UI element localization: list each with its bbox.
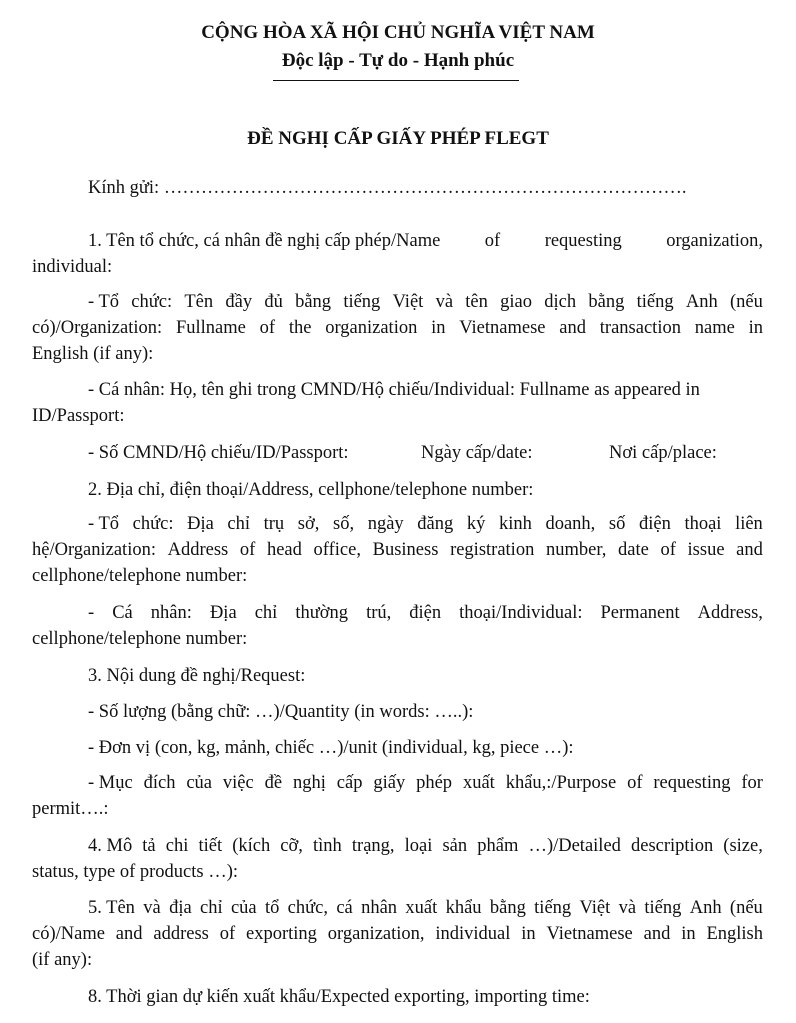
- word: registration: [450, 540, 535, 560]
- word: liên: [735, 514, 763, 534]
- word: Permanent: [600, 603, 680, 623]
- word: of: [239, 540, 256, 560]
- s1-org-line2: [32, 318, 763, 339]
- word: đích: [143, 773, 176, 793]
- word: đủ: [264, 292, 283, 312]
- word: trạng,: [351, 836, 395, 856]
- word: số: [608, 514, 626, 534]
- s3-purpose-line2: permit….:: [32, 799, 109, 819]
- s2-org-line1: [88, 514, 763, 535]
- word: Vietnamese: [546, 924, 633, 944]
- word: loại: [404, 836, 433, 856]
- word: phép: [416, 773, 453, 793]
- word: và: [435, 292, 454, 312]
- s2-line1: 2. Địa chỉ, điện thoại/Address, cellphone/telephone number:: [88, 480, 534, 500]
- word: đề: [264, 773, 283, 793]
- word: phẩm: [477, 836, 519, 856]
- word: ký: [466, 514, 486, 534]
- word: chi: [165, 836, 189, 856]
- word: cá: [336, 898, 353, 918]
- word: Việt: [579, 898, 611, 918]
- word: Business: [372, 540, 439, 560]
- word: thoại/Individual:: [459, 603, 583, 623]
- word: tên: [465, 292, 488, 312]
- word: - Mục: [88, 773, 133, 793]
- s3-unit-line: - Đơn vị (con, kg, mảnh, chiếc …)/unit (individual, kg, piece …):: [88, 738, 574, 758]
- word: tiếng: [534, 898, 572, 918]
- word: (size,: [723, 836, 763, 856]
- word: (kích: [232, 836, 271, 856]
- word: số,: [333, 514, 355, 534]
- word: thường: [295, 603, 349, 623]
- word: organization,: [666, 231, 763, 251]
- word: in: [431, 318, 446, 338]
- word: và: [143, 898, 161, 918]
- word: ngày: [367, 514, 404, 534]
- word: có)/Name: [32, 924, 105, 944]
- s2-ind-line2: cellphone/telephone number:: [32, 629, 248, 649]
- s2-org-line3: cellphone/telephone number:: [32, 566, 248, 586]
- word: việc: [222, 773, 254, 793]
- s1-org-line1: [88, 292, 763, 313]
- addressee-field[interactable]: ………………………………………………………………………….: [163, 178, 687, 198]
- word: - Cá nhân: Họ, tên ghi trong CMND/Hộ chiếu/Individual: Fullname as appeared in: [88, 380, 700, 400]
- word: xuất: [405, 898, 438, 918]
- s2-org-line2: [32, 540, 763, 561]
- word: chức:: [131, 292, 173, 312]
- s4-line2: status, type of products …):: [32, 862, 239, 882]
- word: bằng: [588, 292, 625, 312]
- word: nhân: [361, 898, 398, 918]
- word: chức:: [132, 514, 174, 534]
- word: Địa: [209, 603, 237, 623]
- word: tả: [142, 836, 156, 856]
- word: chỉ: [200, 898, 223, 918]
- word: Cá: [112, 603, 133, 623]
- word: of: [259, 318, 276, 338]
- word: trú,: [366, 603, 392, 623]
- word: organization,: [327, 924, 425, 944]
- word: địa: [169, 898, 192, 918]
- word: doanh,: [545, 514, 596, 534]
- word: and: [643, 924, 671, 944]
- word: organization: [325, 318, 418, 338]
- word: tình: [313, 836, 342, 856]
- word: Address,: [697, 603, 763, 623]
- word: thoại: [684, 514, 722, 534]
- word: chỉ: [254, 603, 278, 623]
- word: - Tổ: [88, 514, 120, 534]
- word: điện: [638, 514, 671, 534]
- word: trụ: [263, 514, 285, 534]
- word: chỉ: [227, 514, 251, 534]
- word: có)/Organization:: [32, 318, 163, 338]
- word: English: [706, 924, 763, 944]
- s3-quantity-line: - Số lượng (bằng chữ: …)/Quantity (in words: …..):: [88, 702, 474, 722]
- word: in: [681, 924, 696, 944]
- national-title: CỘNG HÒA XÃ HỘI CHỦ NGHĨA VIỆT NAM: [201, 22, 595, 43]
- word: the: [288, 318, 312, 338]
- word: in: [521, 924, 536, 944]
- national-motto: Độc lập - Tự do - Hạnh phúc: [281, 50, 515, 71]
- word: của: [186, 773, 213, 793]
- word: individual: [435, 924, 511, 944]
- word: Việt: [392, 292, 424, 312]
- s1-id-date-label: Ngày cấp/date:: [421, 443, 533, 463]
- s2-ind-line1: [88, 603, 763, 624]
- addressee-line: [88, 178, 686, 199]
- s5-line2: [32, 924, 763, 945]
- word: (nếu: [729, 898, 763, 918]
- word: Địa: [187, 514, 214, 534]
- word: requesting: [544, 231, 622, 251]
- word: nhân:: [150, 603, 192, 623]
- addressee-label: Kính gửi:: [88, 178, 160, 198]
- word: đăng: [417, 514, 454, 534]
- word: kinh: [498, 514, 532, 534]
- word: xuất: [462, 773, 495, 793]
- word: Anh: [689, 898, 722, 918]
- word: of: [219, 924, 236, 944]
- word: tổ: [264, 898, 280, 918]
- word: of: [627, 773, 643, 793]
- document-title: ĐỀ NGHỊ CẤP GIẤY PHÉP FLEGT: [247, 128, 549, 149]
- word: tiết: [198, 836, 223, 856]
- s1-ind-line1: [88, 380, 763, 401]
- word: Tên: [184, 292, 214, 312]
- word: đầy: [225, 292, 253, 312]
- word: date: [618, 540, 649, 560]
- word: Vietnamese: [459, 318, 546, 338]
- s1-line1: [88, 231, 763, 252]
- word: name: [694, 318, 735, 338]
- word: -: [88, 603, 95, 623]
- word: 5. Tên: [88, 898, 135, 918]
- word: number,: [545, 540, 607, 560]
- s3-purpose-line1: [88, 773, 763, 794]
- word: nghị: [292, 773, 326, 793]
- word: sản: [442, 836, 468, 856]
- word: cỡ,: [280, 836, 303, 856]
- word: address: [153, 924, 209, 944]
- word: dịch: [544, 292, 577, 312]
- word: description: [631, 836, 714, 856]
- s1-ind-line2: ID/Passport:: [32, 406, 125, 426]
- word: office,: [313, 540, 361, 560]
- word: for: [741, 773, 763, 793]
- word: và: [618, 898, 637, 918]
- word: 1. Tên tổ chức, cá nhân đề nghị cấp phép/Name: [88, 231, 441, 251]
- word: exporting: [246, 924, 317, 944]
- word: transaction: [599, 318, 681, 338]
- word: khẩu,:/Purpose: [505, 773, 617, 793]
- motto-underline: [273, 80, 519, 81]
- word: …)/Detailed: [528, 836, 621, 856]
- s1-org-line3: English (if any):: [32, 344, 154, 364]
- word: điện: [409, 603, 442, 623]
- word: tiếng: [343, 292, 381, 312]
- s1-line2: individual:: [32, 257, 113, 277]
- word: tiếng: [636, 292, 674, 312]
- word: of: [484, 231, 501, 251]
- word: cấp: [336, 773, 363, 793]
- word: Fullname: [175, 318, 246, 338]
- word: tiếng: [644, 898, 682, 918]
- word: requesting: [653, 773, 731, 793]
- s8-line1: 8. Thời gian dự kiến xuất khẩu/Expected exporting, importing time:: [88, 987, 590, 1007]
- s5-line3: (if any):: [32, 950, 93, 970]
- word: in: [748, 318, 763, 338]
- word: của: [230, 898, 257, 918]
- word: (nếu: [729, 292, 763, 312]
- s5-line1: [88, 898, 763, 919]
- word: Address: [167, 540, 229, 560]
- word: issue: [687, 540, 725, 560]
- word: and: [559, 318, 587, 338]
- word: Anh: [685, 292, 718, 312]
- word: chức,: [287, 898, 328, 918]
- word: and: [736, 540, 763, 560]
- word: - Tổ: [88, 292, 120, 312]
- word: giao: [500, 292, 532, 312]
- word: sở,: [297, 514, 320, 534]
- word: head: [266, 540, 302, 560]
- word: giấy: [373, 773, 406, 793]
- s1-id-place-label: Nơi cấp/place:: [609, 443, 717, 463]
- s3-line1: 3. Nội dung đề nghị/Request:: [88, 666, 306, 686]
- word: and: [115, 924, 143, 944]
- word: hệ/Organization:: [32, 540, 156, 560]
- word: bằng: [295, 292, 332, 312]
- word: bằng: [489, 898, 526, 918]
- word: of: [660, 540, 676, 560]
- s4-line1: [88, 836, 763, 857]
- s1-id-number-label: - Số CMND/Hộ chiếu/ID/Passport:: [88, 443, 349, 463]
- word: khẩu: [445, 898, 482, 918]
- word: 4. Mô: [88, 836, 133, 856]
